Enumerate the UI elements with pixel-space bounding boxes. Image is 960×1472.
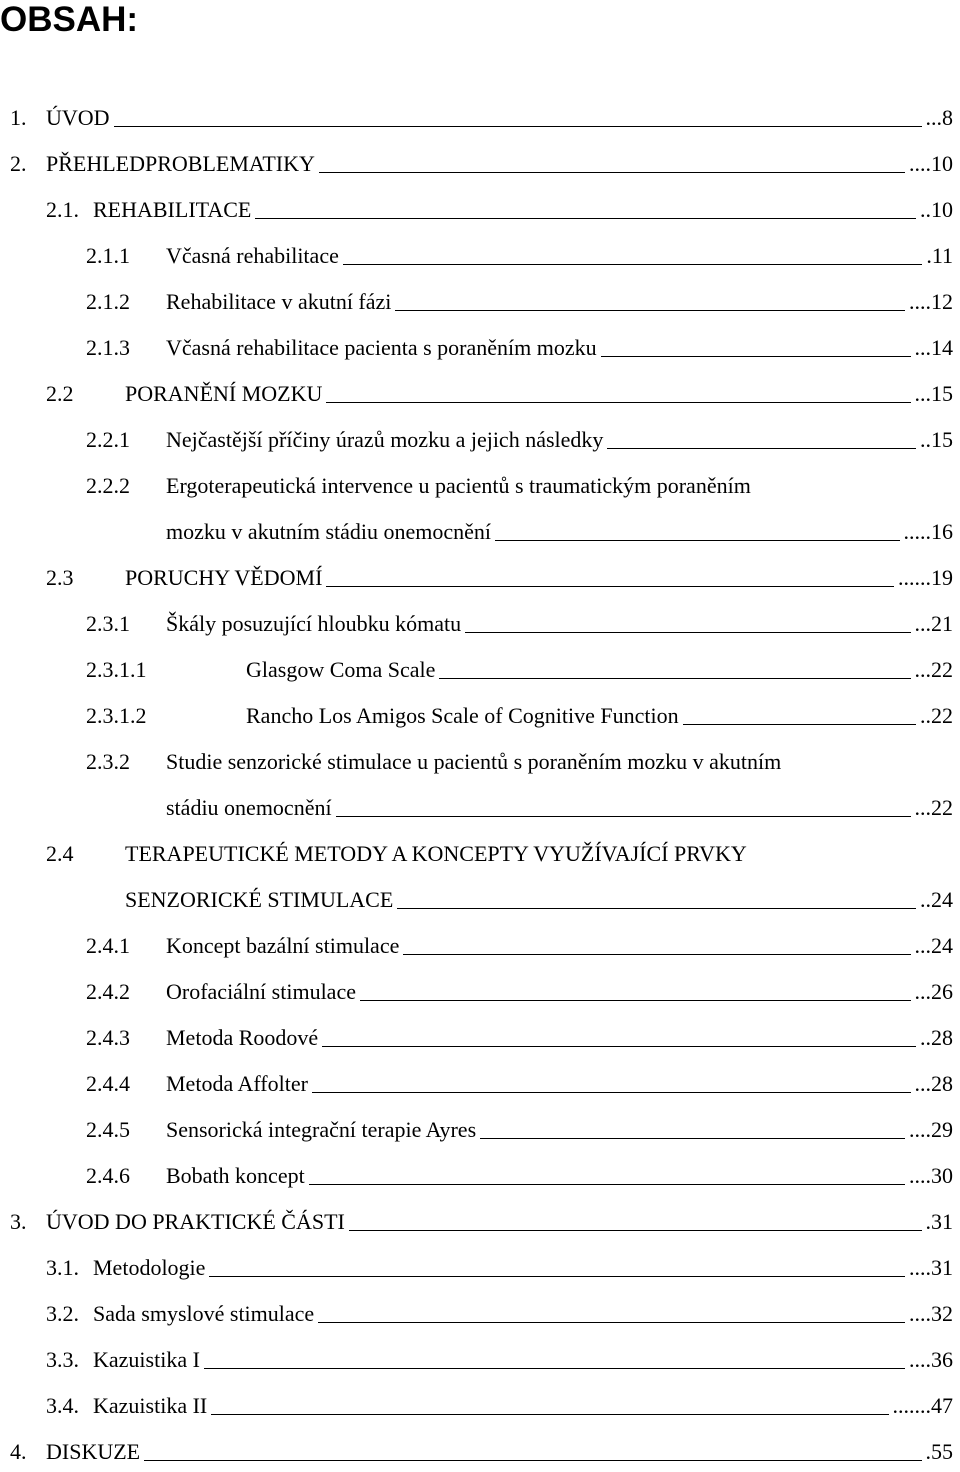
toc-entry-title: PORUCHY VĚDOMÍ — [125, 565, 323, 590]
toc-entry-page: .55 — [925, 1439, 953, 1464]
toc-entry-title: Rancho Los Amigos Scale of Cognitive Function — [246, 703, 679, 728]
toc-leader-line — [144, 1437, 922, 1467]
toc-leader-line — [336, 793, 911, 823]
toc-entry-page: ......19 — [898, 565, 953, 590]
page-title: OBSAH: — [0, 0, 139, 39]
toc-entry-number: 2.2.1 — [86, 427, 130, 452]
toc-entry-title: Včasná rehabilitace pacienta s poraněním mozku — [166, 335, 597, 360]
toc-entry-page: ..28 — [920, 1025, 953, 1050]
toc-entry-title: Ergoterapeutická intervence u pacientů s traumatickým poraněním — [166, 473, 751, 498]
toc-entry[interactable] — [0, 1253, 960, 1283]
toc-entry-title: Metoda Roodové — [166, 1025, 319, 1050]
toc-entry-number: 2.4.1 — [86, 933, 130, 958]
toc-entry-number: 3. — [10, 1209, 27, 1234]
toc-leader-line — [403, 931, 911, 961]
toc-leader-line — [495, 517, 900, 547]
toc-entry[interactable] — [0, 379, 960, 409]
toc-entry-page: ...14 — [914, 335, 953, 360]
toc-leader-line — [465, 609, 911, 639]
toc-entry-number: 3.4. — [46, 1393, 79, 1418]
toc-entry-page: ...26 — [914, 979, 953, 1004]
toc-entry-page: .31 — [925, 1209, 953, 1234]
toc-entry-number: 2.3.1.2 — [86, 703, 147, 728]
toc-entry[interactable] — [0, 793, 960, 823]
toc-entry[interactable] — [0, 149, 960, 179]
toc-leader-line — [318, 1299, 905, 1329]
toc-leader-line — [607, 425, 916, 455]
toc-entry[interactable] — [0, 1069, 960, 1099]
toc-entry-title: Glasgow Coma Scale — [246, 657, 436, 682]
toc-entry-number: 2.4.5 — [86, 1117, 130, 1142]
toc-entry-number: 2.4.3 — [86, 1025, 130, 1050]
toc-entry-page: ...22 — [914, 795, 953, 820]
toc-leader-line — [395, 287, 905, 317]
toc-entry-page: ..24 — [920, 887, 953, 912]
toc-entry-title: Sensorická integrační terapie Ayres — [166, 1117, 477, 1142]
toc-entry-title: Orofaciální stimulace — [166, 979, 356, 1004]
toc-entry-title: ÚVOD — [46, 105, 110, 130]
toc-entry[interactable] — [0, 195, 960, 225]
toc-entry[interactable] — [0, 1161, 960, 1191]
toc-entry[interactable] — [0, 747, 960, 777]
toc-leader-line — [326, 379, 911, 409]
toc-entry-title: Studie senzorické stimulace u pacientů s poraněním mozku v akutním — [166, 749, 782, 774]
toc-leader-line — [601, 333, 911, 363]
toc-entry[interactable] — [0, 701, 960, 731]
toc-entry-page: ...15 — [914, 381, 953, 406]
toc-entry[interactable] — [0, 977, 960, 1007]
toc-leader-line — [309, 1161, 905, 1191]
toc-entry-number: 2.1. — [46, 197, 79, 222]
toc-entry-number: 2.1.1 — [86, 243, 130, 268]
toc-entry-number: 2.1.3 — [86, 335, 130, 360]
toc-entry[interactable] — [0, 1391, 960, 1421]
toc-entry-number: 2.2.2 — [86, 473, 130, 498]
toc-entry-page: ...8 — [925, 105, 953, 130]
toc-leader-line — [360, 977, 911, 1007]
toc-entry-page: ...24 — [914, 933, 953, 958]
toc-entry-number: 2.1.2 — [86, 289, 130, 314]
toc-entry-title: Rehabilitace v akutní fázi — [166, 289, 392, 314]
toc-entry-title: DISKUZE — [46, 1439, 141, 1464]
toc-entry-number: 2.2 — [46, 381, 74, 406]
toc-entry-page: ...22 — [914, 657, 953, 682]
toc-entry-number: 2.4.4 — [86, 1071, 130, 1096]
toc-entry-number: 4. — [10, 1439, 27, 1464]
toc-entry[interactable] — [0, 517, 960, 547]
toc-entry-page: ..22 — [920, 703, 953, 728]
toc-entry-title: ÚVOD DO PRAKTICKÉ ČÁSTI — [46, 1209, 345, 1234]
toc-entry-page: .11 — [926, 243, 953, 268]
toc-entry[interactable] — [0, 931, 960, 961]
toc-entry-page: ...21 — [914, 611, 953, 636]
toc-entry-page: ....10 — [909, 151, 953, 176]
toc-entry-number: 2. — [10, 151, 27, 176]
toc-entry-title: mozku v akutním stádiu onemocnění — [166, 519, 492, 544]
toc-entry-title: TERAPEUTICKÉ METODY A KONCEPTY VYUŽÍVAJÍCÍ PRVKY — [125, 841, 747, 866]
toc-entry[interactable] — [0, 1207, 960, 1237]
toc-entry-title: SENZORICKÉ STIMULACE — [125, 887, 394, 912]
toc-entry-number: 1. — [10, 105, 27, 130]
toc-leader-line — [683, 701, 916, 731]
toc-entry-page: ....29 — [909, 1117, 953, 1142]
toc-entry-number: 2.4.2 — [86, 979, 130, 1004]
toc-entry-number: 2.4 — [46, 841, 74, 866]
toc-entry-page: ....12 — [909, 289, 953, 314]
toc-entry-page: ....30 — [909, 1163, 953, 1188]
toc-leader-line — [397, 885, 916, 915]
toc-leader-line — [114, 103, 922, 133]
toc-entry-page: ..10 — [920, 197, 953, 222]
toc-entry[interactable] — [0, 425, 960, 455]
toc-leader-line — [209, 1253, 905, 1283]
toc-entry[interactable] — [0, 885, 960, 915]
toc-entry[interactable] — [0, 839, 960, 869]
toc-entry-title: Sada smyslové stimulace — [93, 1301, 315, 1326]
toc-leader-line — [322, 1023, 916, 1053]
toc-entry-title: PŘEHLEDPROBLEMATIKY — [46, 151, 315, 176]
toc-entry[interactable] — [0, 609, 960, 639]
toc-entry-number: 3.3. — [46, 1347, 79, 1372]
toc-entry-page: .......47 — [892, 1393, 953, 1418]
toc-entry-page: ....31 — [909, 1255, 953, 1280]
toc-entry-title: Škály posuzující hloubku kómatu — [166, 611, 462, 636]
toc-entry-number: 2.3.1.1 — [86, 657, 147, 682]
toc-entry-number: 3.2. — [46, 1301, 79, 1326]
toc-entry[interactable] — [0, 655, 960, 685]
toc-leader-line — [255, 195, 916, 225]
toc-entry[interactable] — [0, 1023, 960, 1053]
toc-leader-line — [349, 1207, 922, 1237]
toc-entry-title: Metodologie — [93, 1255, 206, 1280]
toc-entry[interactable] — [0, 1115, 960, 1145]
toc-entry[interactable] — [0, 241, 960, 271]
toc-entry-page: ....32 — [909, 1301, 953, 1326]
toc-leader-line — [204, 1345, 905, 1375]
toc-leader-line — [312, 1069, 911, 1099]
toc-entry[interactable] — [0, 1437, 960, 1467]
toc-entry-title: Bobath koncept — [166, 1163, 305, 1188]
toc-entry-page: ...28 — [914, 1071, 953, 1096]
toc-entry-number: 2.3 — [46, 565, 74, 590]
toc-entry[interactable] — [0, 471, 960, 501]
toc-leader-line — [319, 149, 905, 179]
toc-entry-number: 2.3.2 — [86, 749, 130, 774]
toc-entry-title: REHABILITACE — [93, 197, 252, 222]
toc-entry[interactable] — [0, 563, 960, 593]
toc-entry-title: Kazuistika I — [93, 1347, 200, 1372]
toc-entry[interactable] — [0, 1299, 960, 1329]
toc-entry-page: ..15 — [920, 427, 953, 452]
toc-entry[interactable] — [0, 287, 960, 317]
toc-entry-title: stádiu onemocnění — [166, 795, 332, 820]
toc-entry[interactable] — [0, 103, 960, 133]
toc-entry-title: Včasná rehabilitace — [166, 243, 339, 268]
toc-entry-number: 2.3.1 — [86, 611, 130, 636]
toc-leader-line — [439, 655, 911, 685]
toc-entry-page: .....16 — [903, 519, 953, 544]
toc-entry-title: Koncept bazální stimulace — [166, 933, 400, 958]
toc-leader-line — [480, 1115, 905, 1145]
toc-entry-page: ....36 — [909, 1347, 953, 1372]
toc-entry-title: Nejčastější příčiny úrazů mozku a jejich následky — [166, 427, 604, 452]
toc-leader-line — [343, 241, 922, 271]
toc-entry[interactable] — [0, 333, 960, 363]
toc-entry-number: 2.4.6 — [86, 1163, 130, 1188]
toc-entry-title: Kazuistika II — [93, 1393, 208, 1418]
toc-entry-title: PORANĚNÍ MOZKU — [125, 381, 323, 406]
toc-leader-line — [211, 1391, 889, 1421]
toc-leader-line — [326, 563, 894, 593]
toc-entry-number: 3.1. — [46, 1255, 79, 1280]
toc-entry[interactable] — [0, 1345, 960, 1375]
toc-entry-title: Metoda Affolter — [166, 1071, 308, 1096]
